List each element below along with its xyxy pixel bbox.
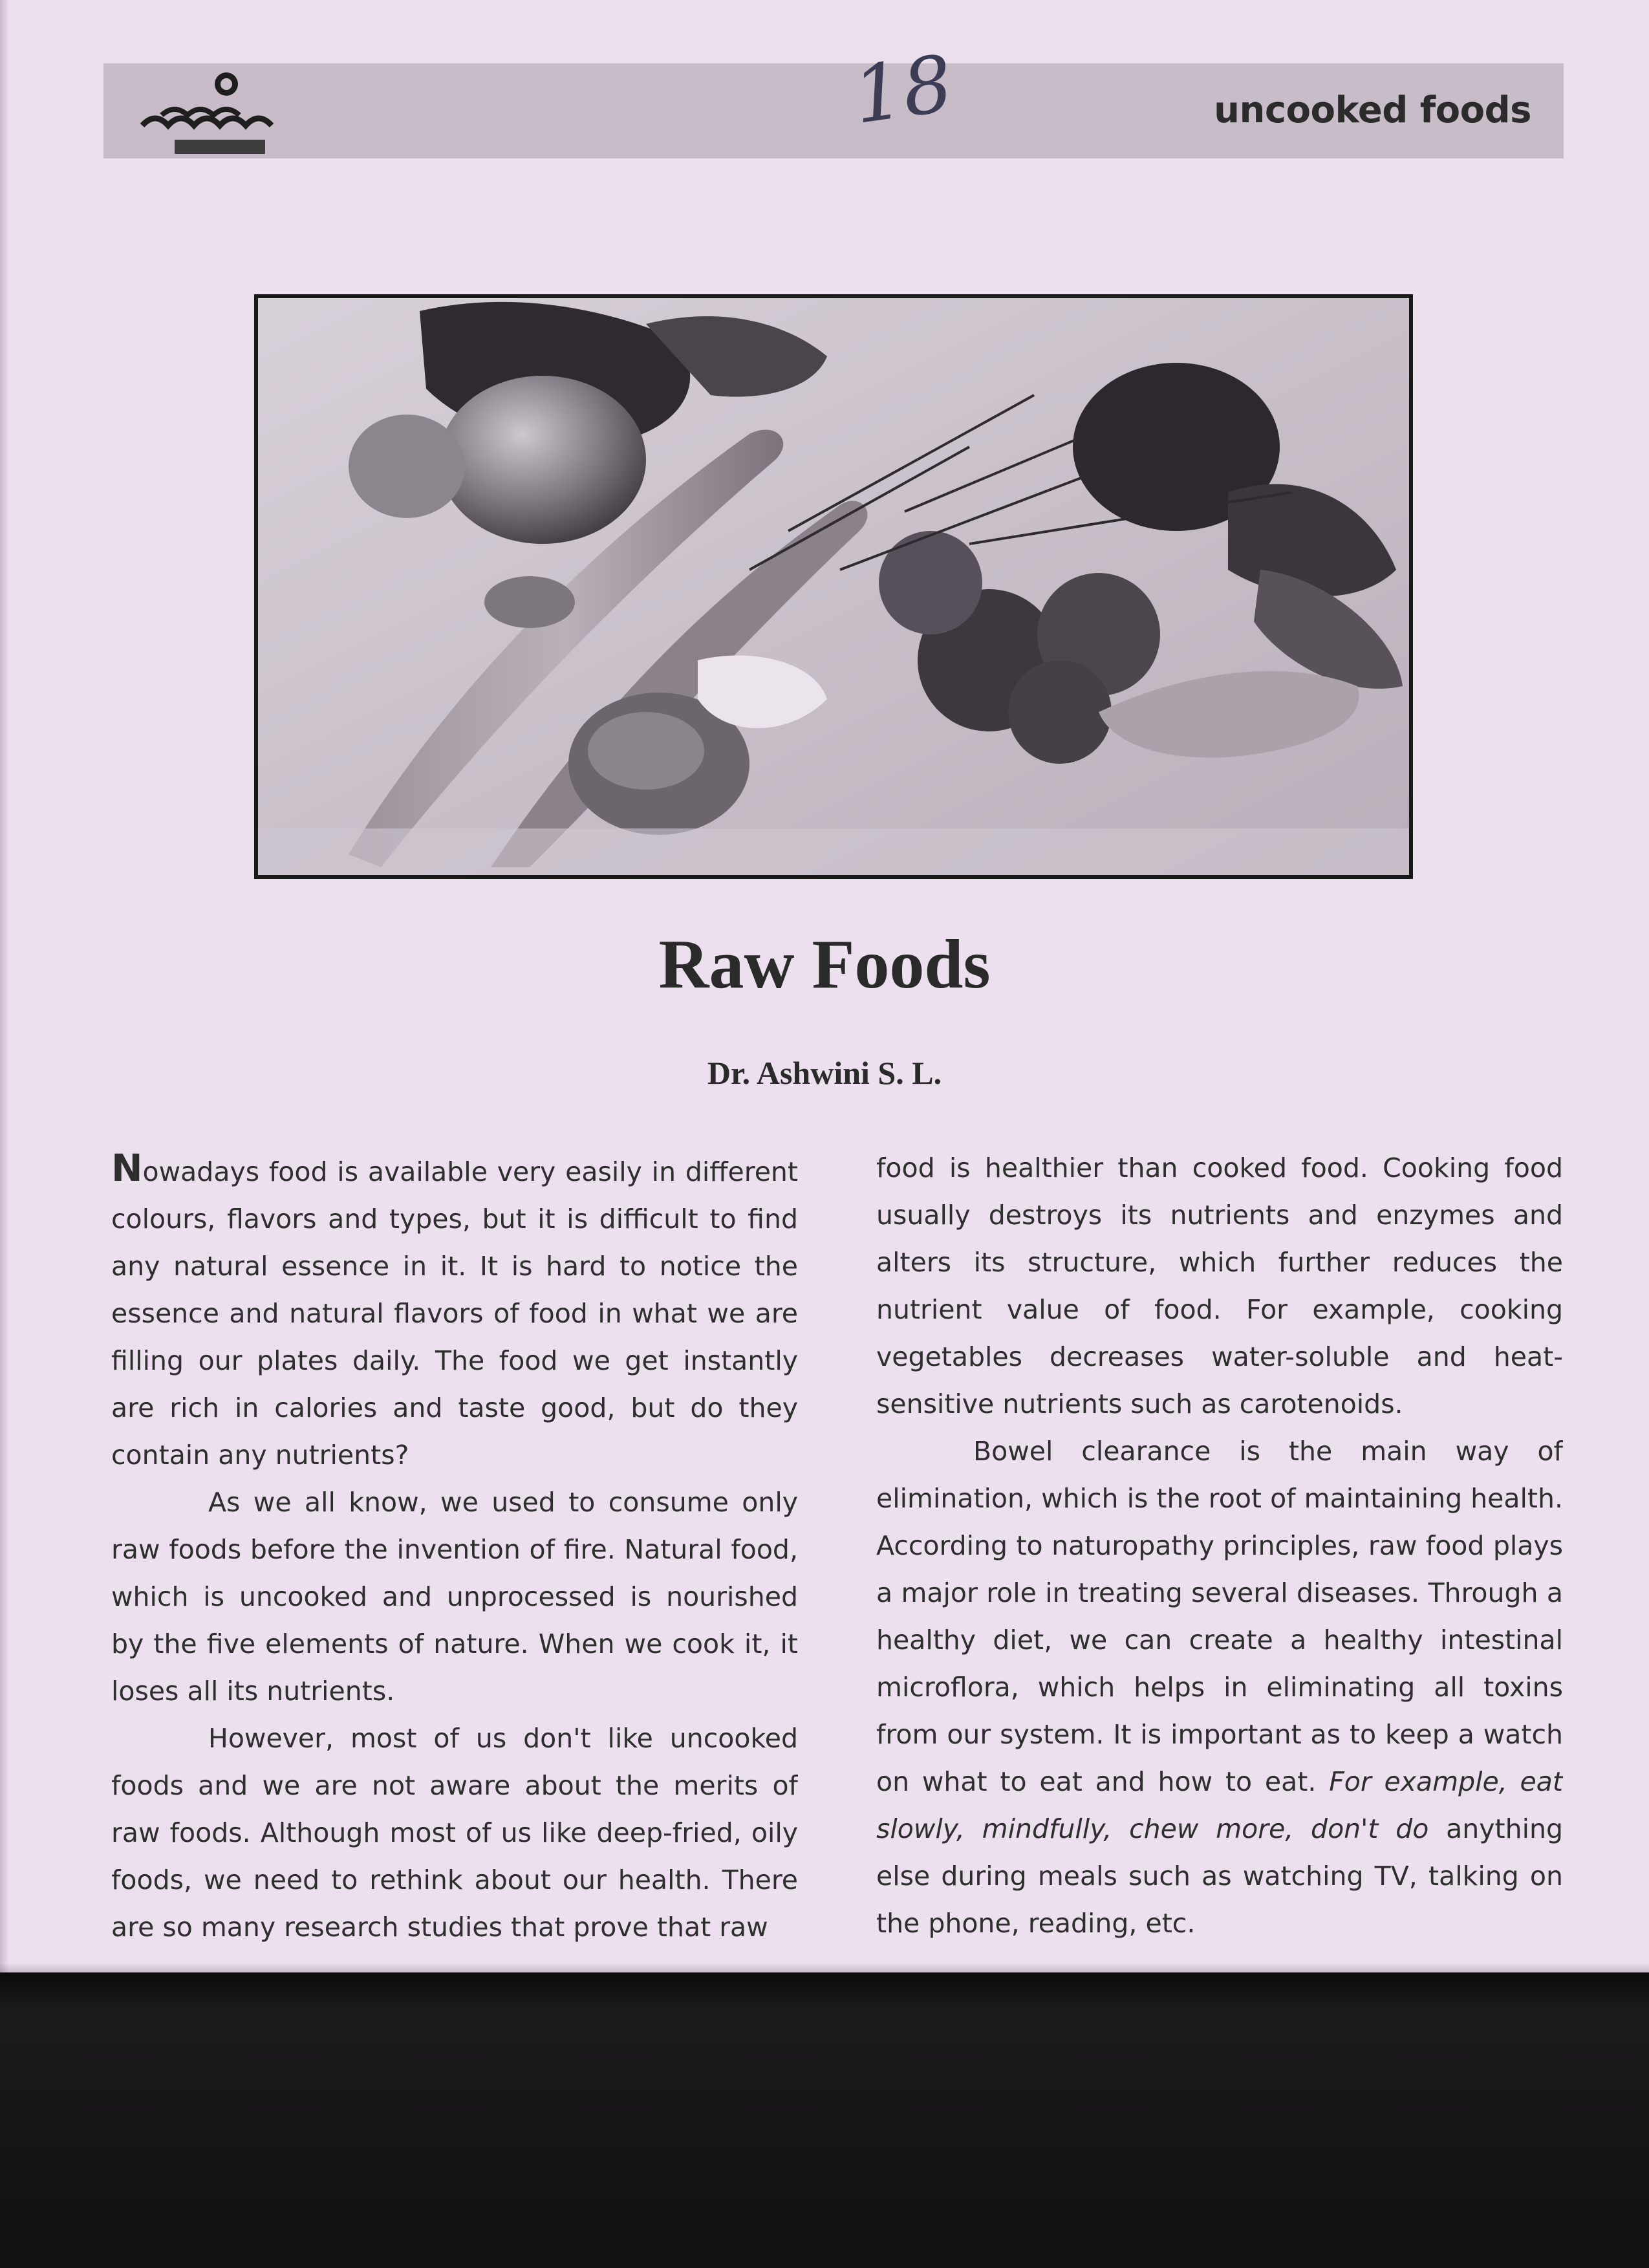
article-title: Raw Foods [658,926,991,1003]
paragraph: However, most of us don't like uncooked foods and we are not aware about the merits of raw foods. Although most of us like deep-fried, oily foods, we need to rethink about our health. There are so many research studies that prove that raw [111,1723,798,1943]
handwritten-page-mark: 18 [848,39,958,142]
paragraph [876,1428,1563,1947]
article-author: Dr. Ashwini S. L. [707,1055,942,1091]
scanner-background [0,1972,1649,2268]
vegetables-photo [254,294,1413,879]
vegetables-photo-icon [258,298,1409,875]
drop-cap: N [111,1146,143,1190]
wave-logo-icon [123,63,291,158]
paragraph-text: owadays food is available very easily in different colours, flavors and types, but it is difficult to find any natural essence in it. It is hard to notice the essence and natural flavors of food in what we are filling our plates daily. The food we get instantly are rich in calories and taste good, but do they contain any nutrients? [111,1156,798,1471]
article-column-right [876,1145,1563,1966]
italic-text: For example, eat slowly, mindfully, chew more, don't do [876,1766,1563,1844]
section-header [103,63,1564,158]
article-column-left [111,1145,798,1966]
paragraph [111,1145,798,1479]
section-name: uncooked foods [1214,89,1531,131]
paragraph: As we all know, we used to consume only raw foods before the invention of fire. Natural food, which is uncooked and unprocessed is nourished by the five elements of nature. When we cook it, it loses all its nutrients. [111,1487,798,1707]
paragraph: food is healthier than cooked food. Cooking food usually destroys its nutrients and enzymes and alters its structure, which further reduces the nutrient value of food. For example, cooking vegetables decreases water-soluble and heat-sensitive nutrients such as carotenoids. [876,1152,1563,1420]
paragraph-text: anything else during meals such as watching TV, talking on the phone, reading, etc. [876,1813,1563,1939]
paragraph-text: Bowel clearance is the main way of elimination, which is the root of maintaining health. According to naturopathy principles, raw food plays a major role in treating several diseases. Through a healthy diet, we can create a healthy intestinal microflora, which helps in eliminating all toxins from our system. It is important as to keep a watch on what to eat and how to eat. [876,1436,1563,1797]
